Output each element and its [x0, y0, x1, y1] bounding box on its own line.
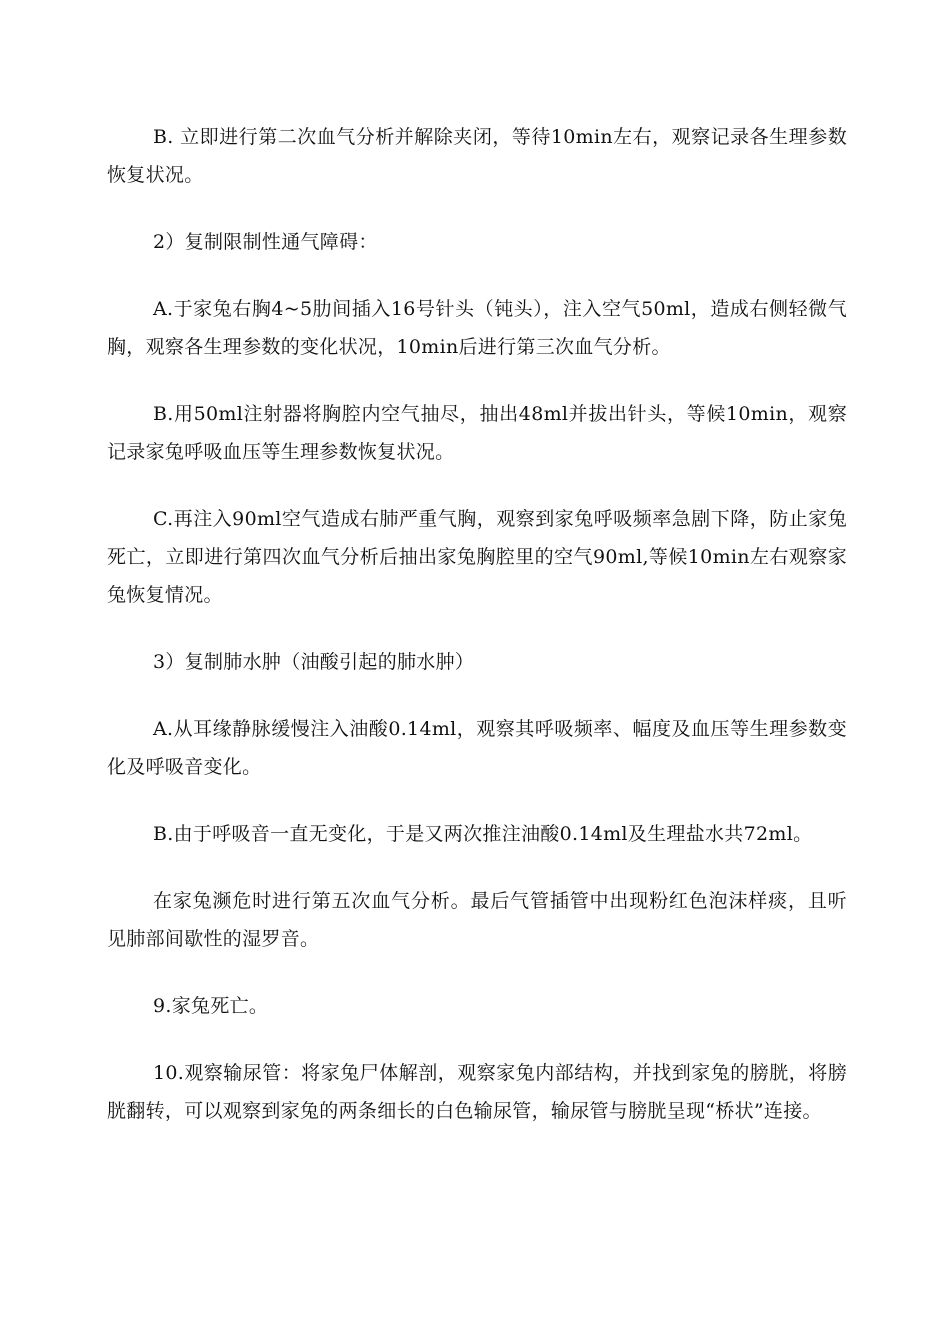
- paragraph-severe-pneumothorax: C.再注入90ml空气造成右肺严重气胸，观察到家兔呼吸频率急剧下降，防止家兔死亡，立即进行第四次血气分析后抽出家兔胸腔里的空气90ml,等候10min左右观察家兔恢复情况。: [107, 508, 847, 606]
- paragraph-oleic-acid-injection: A.从耳缘静脉缓慢注入油酸0.14ml，观察其呼吸频率、幅度及血压等生理参数变化及呼吸音变化。: [107, 718, 847, 778]
- paragraph-fifth-blood-gas: 在家兔濒危时进行第五次血气分析。最后气管插管中出现粉红色泡沫样痰，且听见肺部间歇性的湿罗音。: [107, 890, 847, 950]
- document-body: [107, 118, 847, 1159]
- paragraph-observe-ureter: 10.观察输尿管：将家兔尸体解剖，观察家兔内部结构，并找到家兔的膀胱，将膀胱翻转，可以观察到家兔的两条细长的白色输尿管，输尿管与膀胱呈现“桥状”连接。: [107, 1062, 847, 1122]
- paragraph-repeat-injection: B.由于呼吸音一直无变化，于是又两次推注油酸0.14ml及生理盐水共72ml。: [153, 823, 813, 845]
- heading-pulmonary-edema: 3）复制肺水肿（油酸引起的肺水肿）: [153, 651, 475, 673]
- paragraph-rabbit-death: 9.家兔死亡。: [153, 995, 269, 1017]
- paragraph-restore-after-clamp: B. 立即进行第二次血气分析并解除夹闭，等待10min左右，观察记录各生理参数恢复状况。: [107, 126, 847, 186]
- paragraph-remove-air: B.用50ml注射器将胸腔内空气抽尽，抽出48ml并拔出针头，等候10min，观察记录家兔呼吸血压等生理参数恢复状况。: [107, 403, 847, 463]
- paragraph-mild-pneumothorax: A.于家兔右胸4~5肋间插入16号针头（钝头），注入空气50ml，造成右侧轻微气胸，观察各生理参数的变化状况，10min后进行第三次血气分析。: [107, 298, 847, 358]
- heading-restrictive-ventilation: 2）复制限制性通气障碍：: [153, 231, 378, 253]
